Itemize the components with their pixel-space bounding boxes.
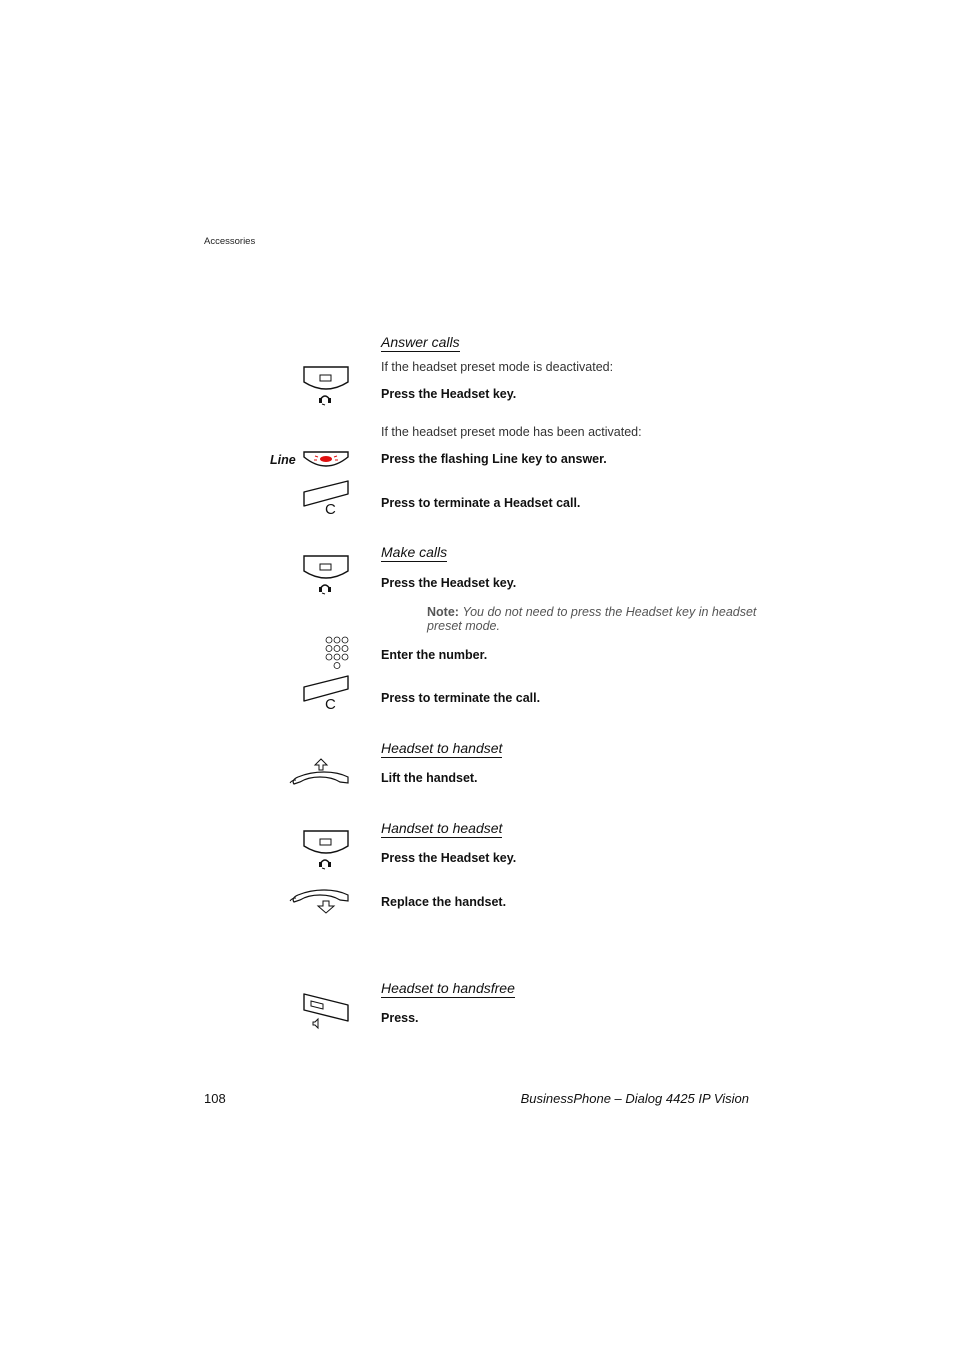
note (427, 605, 757, 633)
heading-make-calls: Make calls (381, 544, 448, 560)
footer-title: BusinessPhone – Dialog 4425 IP Vision (520, 1091, 749, 1106)
line-key-icon[interactable] (303, 451, 351, 469)
info-deactivated: If the headset preset mode is deactivated: (381, 360, 614, 374)
instr-replace-handset: Replace the handset. (381, 895, 507, 909)
instr-press-headset-2: Press the Headset key. (381, 576, 517, 590)
clear-key-label: C (325, 696, 336, 713)
note-label: Note: (427, 605, 459, 619)
section-label: Accessories (204, 236, 256, 247)
instr-terminate-headset: Press to terminate a Headset call. (381, 496, 581, 510)
headset-key-icon[interactable] (303, 555, 351, 597)
instr-press-headset-1: Press the Headset key. (381, 387, 517, 401)
lift-handset-icon[interactable] (288, 758, 352, 788)
headset-key-icon[interactable] (303, 830, 351, 872)
instr-enter-number: Enter the number. (381, 648, 488, 662)
instr-press: Press. (381, 1011, 419, 1025)
page-number: 108 (204, 1091, 226, 1106)
heading-handset-to-headset: Handset to headset (381, 820, 503, 836)
info-activated: If the headset preset mode has been activated: (381, 425, 642, 439)
keypad-icon[interactable] (325, 636, 350, 670)
replace-handset-icon[interactable] (288, 887, 352, 915)
speaker-key-icon[interactable] (303, 993, 351, 1031)
heading-answer-calls: Answer calls (381, 334, 460, 350)
instr-press-line: Press the flashing Line key to answer. (381, 452, 607, 466)
instr-press-headset-3: Press the Headset key. (381, 851, 517, 865)
line-label: Line (270, 453, 296, 467)
heading-headset-to-handsfree: Headset to handsfree (381, 980, 515, 996)
instr-terminate-call: Press to terminate the call. (381, 691, 541, 705)
note-text: You do not need to press the Headset key in headset preset mode. (427, 605, 757, 633)
heading-headset-to-handset: Headset to handset (381, 740, 503, 756)
headset-key-icon[interactable] (303, 366, 351, 408)
instr-lift-handset: Lift the handset. (381, 771, 478, 785)
clear-key-label: C (325, 501, 336, 518)
